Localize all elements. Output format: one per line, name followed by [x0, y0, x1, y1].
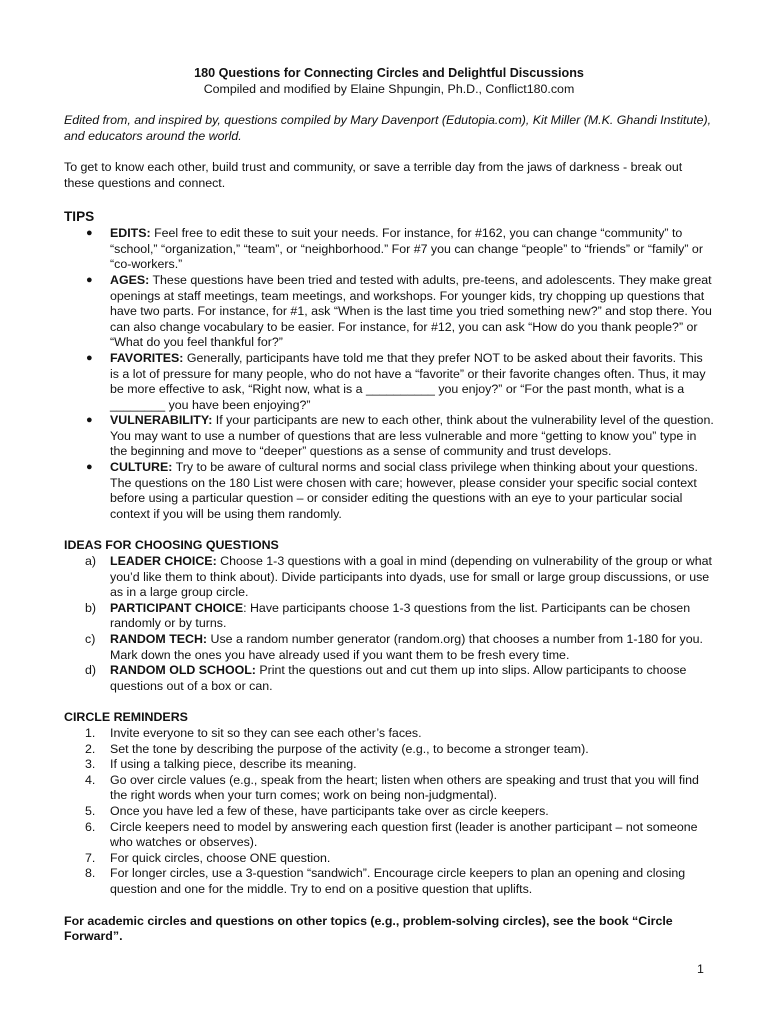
- reminder-text: Circle keepers need to model by answering each question first (leader is another participant – not someone who watches or observes).: [110, 819, 698, 850]
- idea-item: [64, 601, 714, 632]
- list-marker: 7.: [85, 850, 96, 865]
- reminder-text: Once you have led a few of these, have participants take over as circle keepers.: [110, 803, 549, 818]
- idea-text: : Have participants choose 1-3 questions from the list. Participants can be chosen randomly or by turns.: [110, 600, 691, 631]
- tip-item-edits: [64, 226, 714, 273]
- closing-note: For academic circles and questions on other topics (e.g., problem-solving circles), see the book “Circle Forward”.: [64, 913, 673, 944]
- tip-label: FAVORITES:: [110, 350, 184, 365]
- tips-heading: TIPS: [64, 208, 95, 224]
- tip-item-vulnerability: [64, 413, 714, 460]
- tip-text: Feel free to edit these to suit your needs. For instance, for #162, you can change “community” to “school,” “organization,” “team”, or “neighborhood.” For #7 you can change “people” to “friends” or “family” or “co-workers.”: [110, 226, 703, 272]
- ideas-list: [64, 554, 714, 694]
- reminder-item: [64, 742, 714, 758]
- reminder-text: For quick circles, choose ONE question.: [110, 850, 331, 865]
- idea-label: PARTICIPANT CHOICE: [110, 600, 244, 615]
- reminder-text: If using a talking piece, describe its meaning.: [110, 757, 357, 772]
- idea-item: [64, 554, 714, 601]
- reminder-text: Invite everyone to sit so they can see each other’s faces.: [110, 725, 422, 740]
- reminder-item: [64, 804, 714, 820]
- reminder-item: [64, 726, 714, 742]
- list-marker: 6.: [85, 819, 96, 834]
- reminder-item: [64, 773, 714, 804]
- page-number: 1: [697, 962, 704, 976]
- reminder-item: [64, 866, 714, 897]
- tip-label: EDITS:: [110, 226, 151, 241]
- idea-label: RANDOM TECH:: [110, 632, 208, 646]
- reminder-item: [64, 851, 714, 867]
- tip-label: VULNERABILITY:: [110, 413, 213, 428]
- idea-text: Print the questions out and cut them up into slips. Allow participants to choose questions out of a box or can.: [110, 663, 687, 693]
- idea-item: [64, 663, 714, 694]
- reminder-text: Set the tone by describing the purpose of the activity (e.g., to become a stronger team).: [110, 741, 589, 756]
- tip-label: AGES:: [110, 272, 150, 287]
- idea-text: Choose 1-3 questions with a goal in mind (depending on vulnerability of the group or what you’d like them to think about). Divide participants into dyads, use for small or large group discussions, or use as in a large group circle.: [110, 554, 712, 600]
- list-marker: 4.: [85, 772, 96, 787]
- idea-item: [64, 632, 714, 663]
- bullet-icon: ●: [86, 273, 93, 286]
- bullet-icon: ●: [86, 351, 93, 364]
- document-subtitle: Compiled and modified by Elaine Shpungin, Ph.D., Conflict180.com: [203, 81, 575, 96]
- idea-label: LEADER CHOICE:: [110, 554, 217, 569]
- idea-label: RANDOM OLD SCHOOL:: [110, 663, 256, 678]
- bullet-icon: ●: [86, 414, 93, 427]
- tip-text: Generally, participants have told me that they prefer NOT to be asked about their favorits. This is a lot of pressure for many people, who do not have a “favorite” or their favorite changes often. Thus, it may be more effective to ask, “Right now, what is a __________ you enjoy?” or “For the past month, what is a ________ you have been enjoying?”: [110, 350, 706, 412]
- document-content: [64, 66, 714, 945]
- list-marker: 1.: [85, 725, 96, 740]
- list-marker: 8.: [85, 866, 96, 881]
- tips-list: [64, 226, 714, 522]
- tip-text: These questions have been tried and tested with adults, pre-teens, and adolescents. They make great openings at staff meetings, team meetings, and workshops. For younger kids, try chopping up questions that have two parts. For instance, for #1, ask “When is the last time you tried something new?” and stop there. You can also change vocabulary to be easier. For instance, for #12, you can ask “How do you thank people?” or “What do you feel thankful for?”: [110, 272, 712, 350]
- reminder-text: Go over circle values (e.g., speak from the heart; listen when others are speaking and trust that you will find the right words when your turn comes; work on being non-judgmental).: [110, 772, 699, 803]
- list-marker: b): [85, 600, 97, 615]
- list-marker: 2.: [85, 741, 96, 756]
- list-marker: 5.: [85, 803, 96, 818]
- reminders-heading: CIRCLE REMINDERS: [64, 710, 188, 725]
- bullet-icon: ●: [86, 227, 93, 240]
- reminder-item: [64, 820, 714, 851]
- tip-label: CULTURE:: [110, 460, 173, 475]
- tip-text: Try to be aware of cultural norms and social class privilege when thinking about your questions. The questions on the 180 List were chosen with care; however, please consider your specific social context before using a particular question – or consider editing the questions with an eye to your particular social context if you will be using them randomly.: [110, 460, 698, 521]
- list-marker: 3.: [85, 757, 96, 772]
- attribution-text: Edited from, and inspired by, questions compiled by Mary Davenport (Edutopia.com), Kit Miller (M.K. Ghandi Institute), and educators around the world.: [64, 113, 712, 143]
- tip-item-ages: [64, 273, 714, 351]
- list-marker: a): [85, 554, 97, 569]
- tip-item-favorites: [64, 351, 714, 413]
- idea-text: Use a random number generator (random.org) that chooses a number from 1-180 for you. Mark down the ones you have already used if you want them to be fresh every time.: [110, 632, 703, 662]
- ideas-heading: IDEAS FOR CHOOSING QUESTIONS: [64, 538, 279, 553]
- intro-paragraph: To get to know each other, build trust and community, or save a terrible day from the jaws of darkness - break out these questions and connect.: [64, 160, 683, 190]
- list-marker: c): [85, 632, 96, 646]
- reminder-item: [64, 757, 714, 773]
- reminder-text: For longer circles, use a 3-question “sandwich”. Encourage circle keepers to plan an opening and closing question and one for the middle. Try to end on a positive question that uplifts.: [110, 866, 686, 896]
- list-marker: d): [85, 663, 97, 678]
- bullet-icon: ●: [86, 461, 93, 474]
- tip-item-culture: [64, 460, 714, 522]
- document-title: 180 Questions for Connecting Circles and Delightful Discussions: [194, 66, 584, 80]
- reminders-list: [64, 726, 714, 898]
- tip-text: If your participants are new to each other, think about the vulnerability level of the question. You may want to use a number of questions that are less vulnerable and more “getting to know you” type in the beginning and move to “deeper” questions as a sense of community and trust develops.: [110, 413, 714, 459]
